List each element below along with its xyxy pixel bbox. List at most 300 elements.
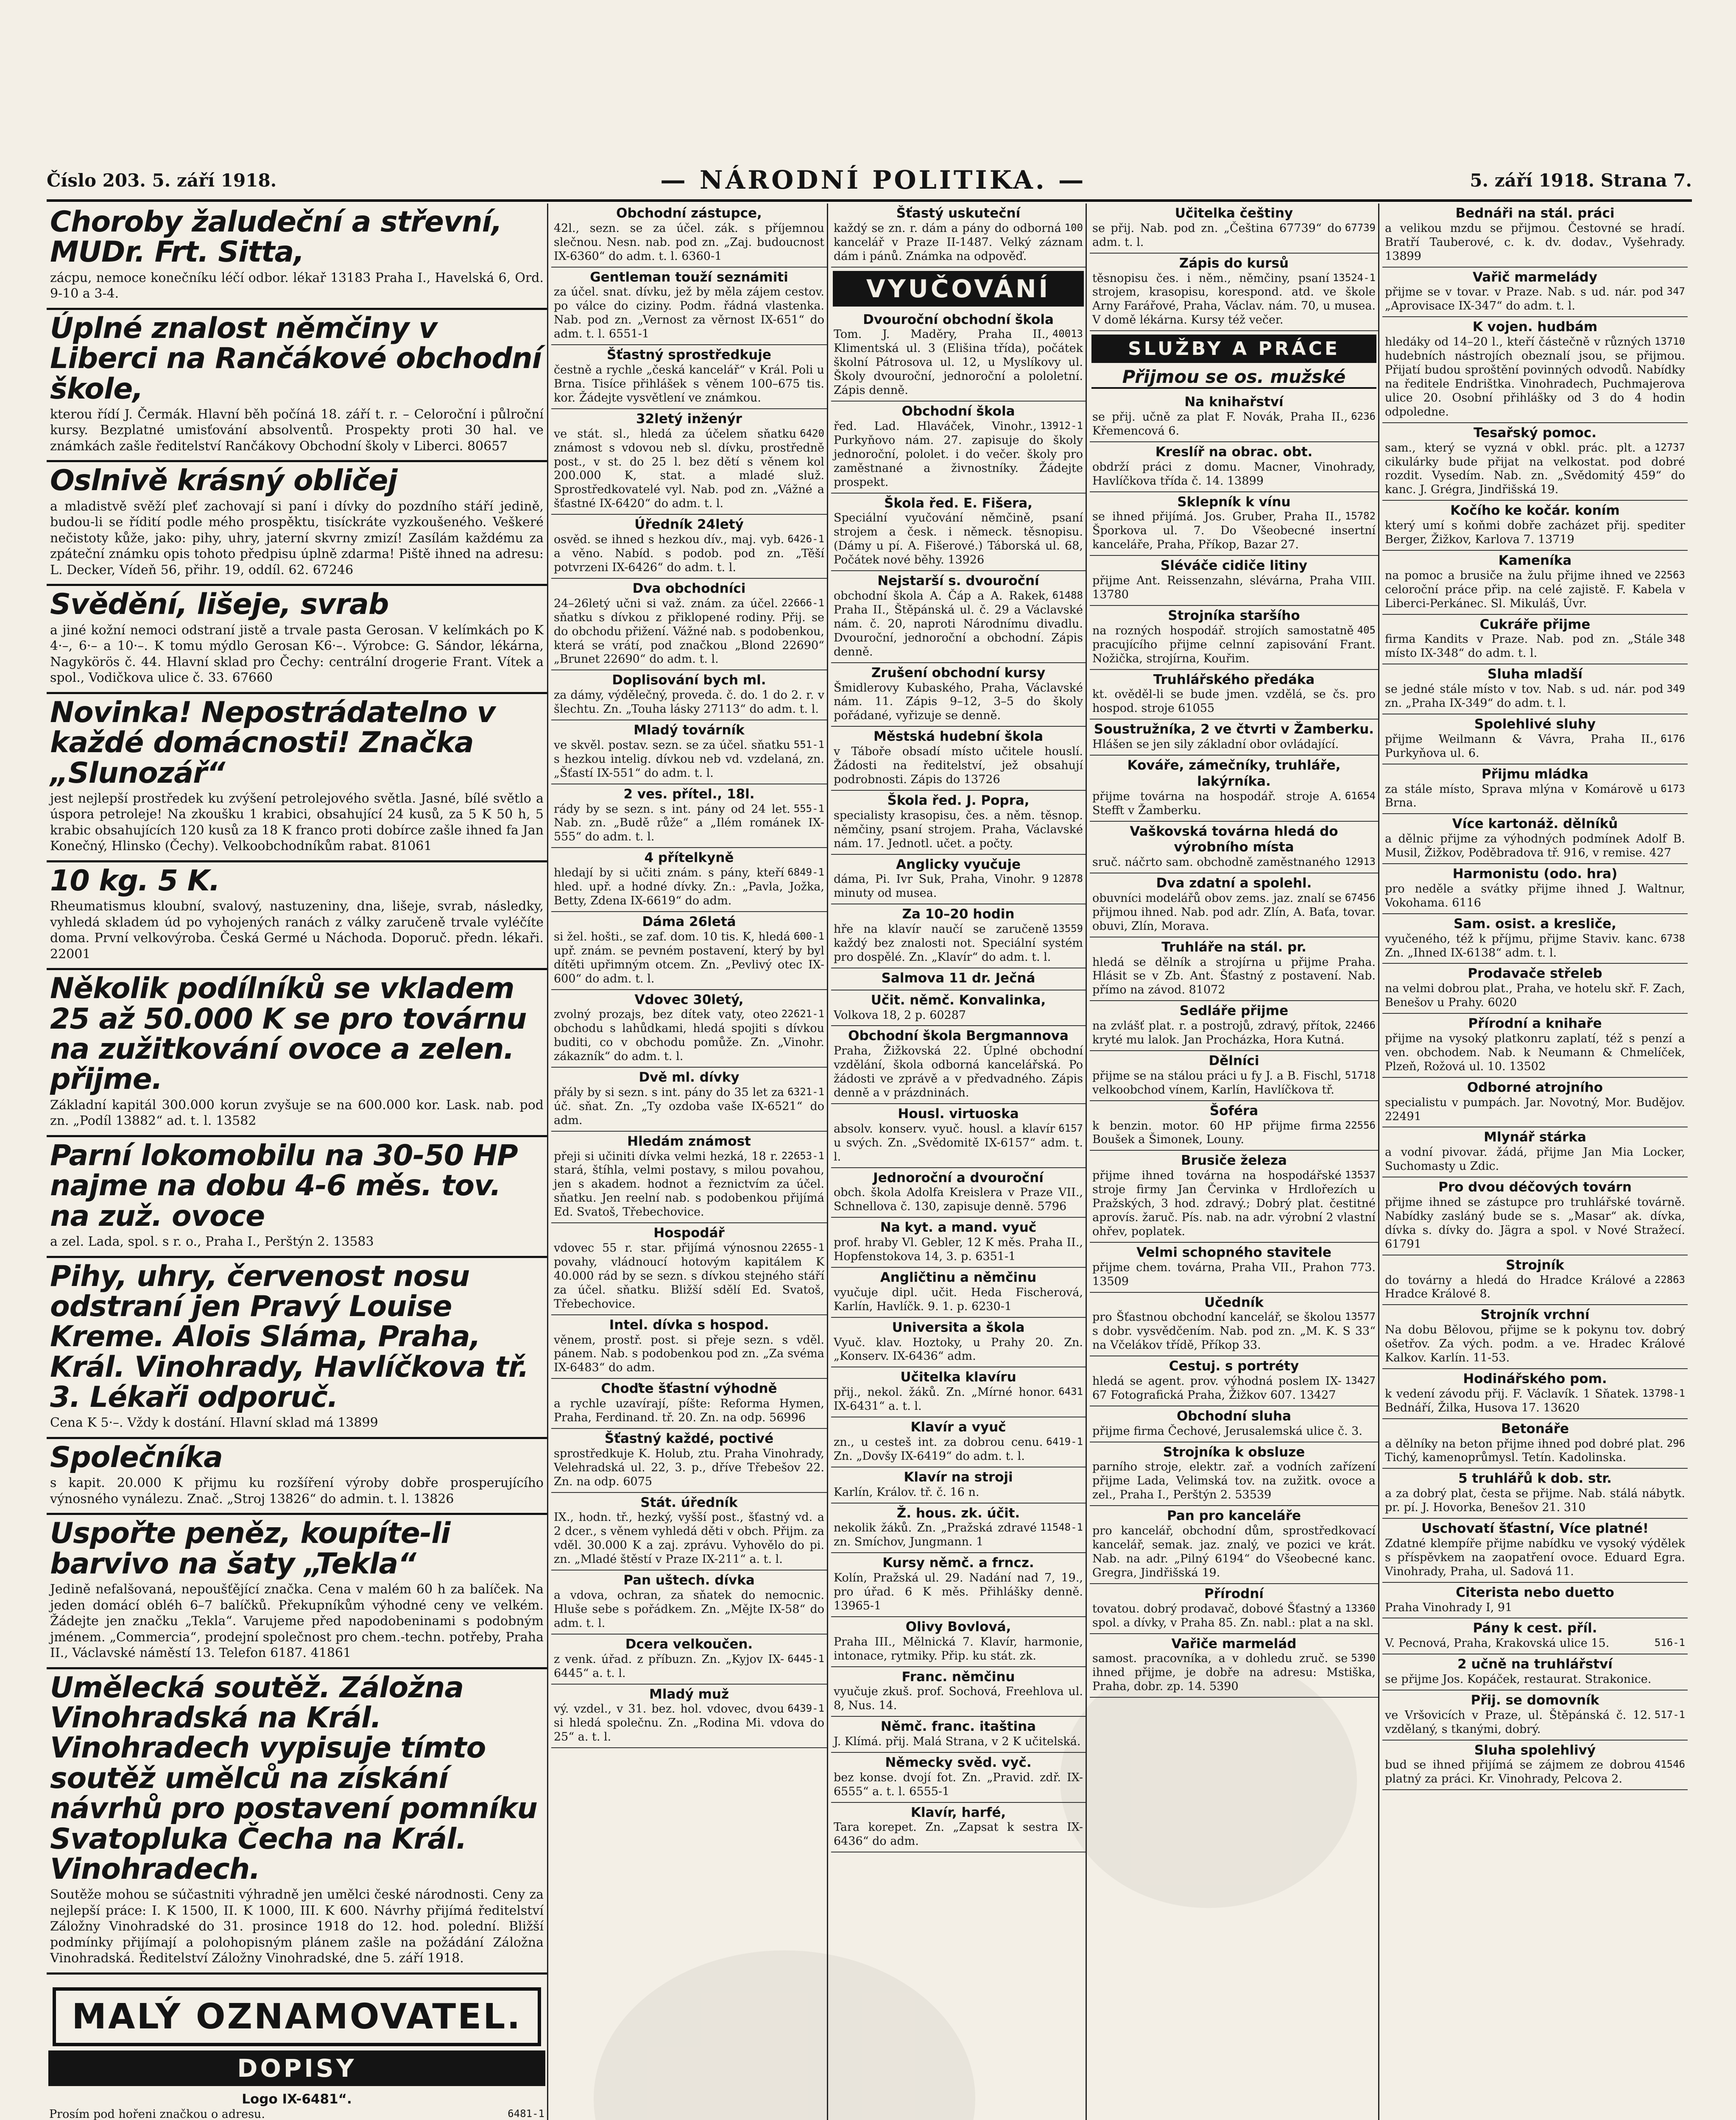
classified-ad [1090,1001,1378,1051]
ad-text: řed. Lad. Hlaváček, Vinohr., Purkyňovo nám. 27. zapisuje do školy jednoroční, pololet. i do večer. školy pro zaměstnané a živnostníky. Žádejte prospekt. [834,419,1083,489]
ad-headline: Vdovec 30letý, [634,992,744,1007]
classified-ad [1382,814,1688,864]
ad-headline: Truhlářského předáka [1153,672,1315,687]
ad-headline: Strojník vrchní [1480,1307,1590,1323]
ad-text: za dámy, výdělečný, proveda. č. do. 1 do 2. r. v šlechtu. Zn. „Touha lásky 27113“ do adm. t. l. [554,689,824,716]
section-vyucovani: VYUČOVÁNÍ [833,271,1084,307]
classified-ad [831,1026,1086,1104]
classified-ad [1090,556,1378,606]
ad-text: k benzin. motor. 60 HP přijme firma Boušek a Šimonek, Louny. [1092,1119,1342,1146]
ad-text: vý. vzdel., v 31. bez. hol. vdovec, dvou si hledá společnu. Zn. „Rodina Mi. vdova do 25“ a. t. l. [554,1702,824,1744]
ad-number: 12913 [1345,856,1376,868]
ad-body: s kapit. 20.000 K přijmu ku rozšíření výroby dobře prosperujícího výnosného vynálezu. Znač. „Stroj 13826“ do admin. t. l. 13826 [50,1476,544,1506]
ad-headline: Dvě ml. dívky [639,1070,740,1085]
ad-headline: Vařiče marmelád [1171,1636,1297,1651]
ad-headline: Za 10–20 hodin [902,907,1015,922]
ad-text: ve Vršovicích v Praze, ul. Štěpánská č. 12. vzdělaný, s tkanými, dobrý. [1385,1708,1651,1736]
ad-text: Vyuč. klav. Hoztoky, u Prahy 20. Zn. „Konserv. IX-6436“ adm. [834,1336,1083,1363]
classified-ad [831,402,1086,494]
display-ad [47,586,547,694]
ad-headline: Městská hudební škola [873,729,1044,745]
ad-text: hře na klavír naučí se zaručeně každý bez znalosti not. Speciální systém pro dospělé. Zn. „Klavír“ do adm. t. l. [834,923,1083,964]
ad-text: se ihned přijímá. Jos. Gruber, Praha II., Šporkova ul. 7. Do Všeobecné insertní kanceláře, Praha, Příkop, Bazar 27. [1092,510,1376,552]
classified-ad [831,494,1086,572]
ad-text: 24–26letý učni si važ. znám. za účel. sňatku s dívkou z přiklopené rodiny. Přij. se do obchodu přižení. Vážné nab. s podobenkou, která se vrátí, pod značkou „Blond 22690“ „Brunet 22690“ do adm. t. l. [554,597,824,666]
classified-ad [551,912,827,990]
ad-headline: Vaškovská továrna hledá do výrobního místa [1130,823,1338,855]
ad-headline: Mlynář stárka [1484,1130,1586,1145]
ad-text: a vdova, ochran, za sňatek do nemocnic. Hluše sebe s pořádkem. Zn. „Mějte IX-58“ do adm. t. l. [554,1589,824,1630]
classified-ad [551,990,827,1068]
classified-ad [831,1467,1086,1504]
ad-number: 6439-1 [787,1702,824,1715]
ad-headline: Dvouroční obchodní škola [863,312,1054,327]
ad-text: absolv. konserv. vyuč. housl. a klavír u svých. Zn. „Svědomitě IX-6157“ adm. t. l. [834,1122,1083,1163]
ad-number: 6426-1 [787,533,824,545]
classified-ad [551,1429,827,1493]
ad-text: na velmi dobrou plat., Praha, ve hotelu skř. F. Zach, Benešov u Prahy. 6020 [1385,982,1685,1010]
ad-headline: Bednáři na stál. práci [1455,206,1615,221]
ad-text: se přij. Nab. pod zn. „Čeština 67739“ do adm. t. l. [1092,221,1342,249]
ad-headline: Němč. franc. itaština [880,1719,1036,1735]
classified-ad [551,1570,827,1635]
ad-headline: Uspořte peněz, koupíte-li barvivo na šaty „Tekla“ [50,1517,450,1581]
ad-text: do továrny a hledá do Hradce Králové a Hradce Králové 8. [1385,1273,1651,1301]
ad-number: 22621-1 [781,1008,824,1020]
ad-headline: Cestuj. s portréty [1169,1358,1299,1374]
ad-text: obdrží práci z domu. Macner, Vinohrady, Havlíčkova třída č. 14. 13899 [1092,460,1376,488]
ad-text: hledáky od 14–20 l., kteří částečně v různých hudebních nástrojích obeznalí jsou, se přijmou. Přijatí budou sproštění povinných odvodů. Nabídky na ředitele Endrištka. Vinohradech, Puchmajerova ulice 20. Osobní přihlášky od 3 do 4 hodin odpoledne. [1385,335,1685,418]
classified-ad [1382,501,1688,551]
ad-headline: Oslnivě krásný obličej [50,464,397,498]
ad-headline: Nejstarší s. dvouroční [877,573,1039,589]
ad-headline: Kreslíř na obrac. obt. [1155,444,1313,460]
ad-text: na rozných hospodář. strojích samostatně pracujícího přijme celnní zapisování Frant. Nožička, strojírna, Kouřim. [1092,624,1376,665]
ad-number: 67456 [1345,891,1376,904]
section-dopisy: DOPISY [48,2050,545,2086]
ad-number: 5390 [1351,1652,1376,1664]
ad-text: přijme Weilmann & Vávra, Praha II., Purkyňova ul. 6. [1385,732,1658,760]
ad-headline: Úředník 24letý [634,517,744,533]
classified-ad [1382,551,1688,615]
classified-ad [1090,1293,1378,1357]
classified-ad [1382,615,1688,665]
classified-ad [1382,1305,1688,1369]
ad-number: 349 [1666,683,1685,695]
ad-headline: Několik podílníků se vkladem 25 až 50.000 K se pro továrnu na zužitkování ovoce a zelen. přijme. [50,972,527,1096]
ad-number: 22556 [1345,1119,1376,1131]
ad-headline: Šoféra [1209,1103,1259,1119]
ad-number: 51718 [1345,1069,1376,1081]
classified-ad [1090,873,1378,937]
ad-headline: Logo IX-6481“. [242,2091,352,2107]
classified-ad [1090,1151,1378,1243]
classified-ad [551,515,827,579]
ad-number: 348 [1666,633,1685,645]
column-3 [831,204,1087,2120]
ad-text: rády by se sezn. s int. pány od 24 let. Nab. zn. „Budě růže“ a „Ilém románek IX-555“ do adm. t. l. [554,802,824,844]
classified-ad [551,204,827,268]
display-ad [47,462,547,586]
ad-headline: Strojník [1506,1257,1564,1273]
ad-text: nekolik žáků. Zn. „Pražská zdravé zn. Smíchov, Jungmann. 1 [834,1521,1037,1549]
classified-ad [551,1223,827,1315]
ad-headline: Umělecká soutěž. Záložna Vinohradská na Král. Vinohradech vypisuje tímto soutěž umělců na získání návrhů pro postavení pomníku Svatopluka Čecha na Král. Vinohradech. [50,1671,537,1886]
ad-text: V. Pecnová, Praha, Krakovská ulice 15. [1385,1637,1610,1650]
classified-ad [1382,764,1688,815]
classified-ad [1382,423,1688,501]
ad-headline: Sluha spolehlivý [1474,1742,1596,1758]
classified-ad [551,670,827,720]
ad-number: 13537 [1345,1169,1376,1181]
classified-ad [1382,1618,1688,1654]
classified-ad [831,1417,1086,1467]
ad-headline: Ž. hous. zk. účit. [896,1505,1020,1521]
classified-ad [1090,937,1378,1001]
ad-text: vdovec 55 r. star. přijímá výnosnou povahy, vládnoucí hotovým kapitálem K 40.000 rád by se sezn. s dívkou stejného stáří za účel. sňatku. Bližší sdělí Ed. Svatoš, Třebechovice. [554,1241,824,1311]
ad-headline: Obchodní sluha [1176,1408,1292,1424]
ad-text: vyučuje zkuš. prof. Sochová, Freehlova ul. 8, Nus. 14. [834,1685,1083,1713]
ad-headline: Hospodář [653,1225,725,1241]
ad-number: 6157 [1058,1122,1083,1134]
display-ad [47,310,547,463]
ad-text: zn., u cesteš int. za dobrou cenu. Zn. „Dovšy IX-6419“ do adm. t. l. [834,1435,1043,1463]
ad-headline: Přírodní [1204,1586,1264,1601]
ad-text: věnem, prostř. post. si přeje sezn. s vděl. pánem. Nab. s podobenkou pod zn. „Za svéma IX-6483“ do adm. [554,1333,824,1375]
ad-text: Tara korepet. Zn. „Zapsat k sestra IX-6436“ do adm. [834,1821,1083,1848]
classified-ad [831,1104,1086,1168]
ad-headline: Strojníka k obsluze [1163,1444,1305,1460]
classified-ad [1382,268,1688,318]
ad-text: přijme se v tovar. v Praze. Nab. s ud. nár. pod „Aprovisace IX-347“ do adm. t. l. [1385,285,1663,313]
ad-number: 551-1 [793,738,824,750]
classified-ad [551,1315,827,1379]
classified-ad [1382,1583,1688,1619]
ad-text: za stále místo, Sprava mlýna v Komárově u Brna. [1385,782,1658,810]
ad-headline: Dva obchodníci [632,580,746,596]
ad-body: jest nejlepší prostředek ku zvýšení petrolejového světla. Jasné, bílé světlo a úspora petroleje! Na zkoušku 1 krabici, obsahující 24 kusů, za 5 K 50 h, 5 krabic obsahujících 120 kusů za 18 K franco proti dobírce zašle ihned fa Jan Konečný, Hlinsko (Čechy). Velkoobchodníkům rabat. 81061 [50,791,544,854]
ad-headline: Na knihařství [1184,394,1284,410]
ad-number: 13524-1 [1332,271,1376,284]
ad-number: 22666-1 [781,597,824,609]
ad-headline: Klavír a vyuč [910,1420,1006,1435]
classified-ad [831,571,1086,663]
classified-ad [1090,670,1378,720]
ad-number: 347 [1666,285,1685,298]
ad-headline: 4 přítelkyně [644,850,734,866]
ad-headline: Německy svěd. vyč. [885,1755,1032,1770]
classified-ad [1090,254,1378,332]
classified-ad [1382,1014,1688,1078]
ad-headline: Angličtinu a němčinu [880,1270,1037,1285]
ad-headline: Obchodní zástupce, [616,206,762,221]
ad-text: přijme Ant. Reissenzahn, slévárna, Praha VIII. 13780 [1092,574,1376,601]
classified-ad [1382,317,1688,423]
ad-text: přijme ihned továrna na hospodářské stroje firmy Jan Červinka v Hrdlořezích u Pražských, 3 hod. zdravý.; Dobrý plat. čestitné aprovís. žaruč. Pís. nab. na adr. výrobní 2 vlastní ohřev, poplatek. [1092,1169,1376,1238]
ad-headline: K vojen. hudbám [1472,319,1598,335]
ad-body: zácpu, nemoce konečníku léčí odbor. lékař 13183 Praha I., Havelská 6, Ord. 9-10 a 3-4. [50,270,544,301]
ad-headline: Na kyt. a mand. vyuč [880,1220,1037,1236]
classified-ad [1382,1177,1688,1255]
classified-ad [831,1318,1086,1368]
ad-headline: 32letý inženýr [636,411,742,427]
classified-ad [551,720,827,784]
ad-text: Praha Vinohrady I, 91 [1385,1601,1513,1614]
ad-number: 22563 [1654,569,1685,581]
ad-text: obchodní škola A. Čáp a A. Rakek, Praha II., Štěpánská ul. č. 29 a Václavské nám. č. 20, naproti Národnímu divadlu. Dvouroční, jednoroční a obchodní. Zápis denně. [834,589,1083,658]
display-ad [47,204,547,310]
ad-number: 40013 [1052,328,1083,340]
ad-number: 6419-1 [1046,1435,1083,1448]
classified-banner: MALÝ OZNAMOVATEL. [53,1987,541,2046]
ad-text: si žel. hošti., se zaf. dom. 10 tis. K, hledá upř. znám. se pevném postavení, který by byl dítěti upřimným otcem. Zn. „Pevlivý otec IX-600“ do adm. t. l. [554,930,824,985]
ad-number: 6420 [800,427,824,439]
display-ad [47,1669,547,1975]
ad-text: Šmidlerovy Kubaského, Praha, Václavské nám. 11. Zápis 9–12, 3–5 do školy pořádané, vyřizuje se denně. [834,681,1083,722]
ad-number: 517-1 [1654,1708,1685,1721]
ad-text: osvěd. se ihned s hezkou dív., maj. vyb. a věno. Nabíd. s podob. pod zn. „Těší potvrzeni IX-6426“ do adm. t. l. [554,533,824,574]
ad-headline: Harmonistu (odo. hra) [1452,866,1618,882]
classified-ad [1382,964,1688,1014]
ad-number: 22655-1 [781,1241,824,1253]
classified-ad [1382,1419,1688,1469]
ad-headline: Hledám známost [627,1133,751,1149]
ad-headline: Brusiče železa [1181,1153,1287,1169]
ad-number: 22466 [1345,1019,1376,1032]
ad-text: v Táboře obsadí místo učitele houslí. Žádosti na ředitelství, jež obsahují podrobnosti. Zápis do 13726 [834,745,1083,786]
ad-text: tovatou. dobrý prodavač, dobové Šťastný a spol. a dívky, v Praha 85. Zn. nabl.: plat a na skl. [1092,1602,1374,1629]
ad-headline: Doplisování bych ml. [612,672,766,688]
ad-headline: Přij. se domovník [1471,1692,1599,1708]
classified-ad [1382,1690,1688,1741]
ad-text: z venk. úřad. z příbuzn. Zn. „Kyjov IX-6445“ a. t. l. [554,1652,784,1680]
ad-text: obch. škola Adolfa Kreislera v Praze VII., Schnellova č. 130, zapisuje denně. 5796 [834,1186,1083,1213]
ad-number: 6481-1 [508,2107,544,2120]
ad-text: Na dobu Bělovou, přijme se k pokynu tov. dobrý ošetřov. Za vých. podm. a ve. Hradec Králové Kalkov. Karlín. 11-53. [1385,1323,1685,1365]
classified-ad [551,1635,827,1685]
ad-headline: Novinka! Nepostrádatelno v každé domácnosti! Značka „Slunozář“ [50,695,495,790]
ad-number: 6173 [1661,782,1685,795]
ad-headline: Kočího ke kočár. koním [1450,503,1620,519]
ad-text: přály by si sezn. s int. pány do 35 let za úč. sňat. Zn. „Ty ozdoba vaše IX-6521“ do adm. [554,1085,824,1127]
ad-text: k vedení závodu přij. F. Václavík. 1 Sňatek. Bednáří, Žilka, Husova 17. 13620 [1385,1387,1639,1414]
classified-ad [1090,1101,1378,1151]
ad-headline: 5 truhlářů k dob. str. [1458,1471,1612,1487]
classified-ad [1090,756,1378,822]
ad-number: 516-1 [1654,1637,1685,1649]
classified-ad [551,1068,827,1132]
classified-ad [1090,1634,1378,1698]
ad-headline: Uschovatí šťastní, Více platné! [1421,1521,1649,1537]
ad-body: Soutěže mohou se súčastniti výhradně jen umělci české národnosti. Ceny za nejlepší práce: I. K 1500, II. K 1000, III. K 600. Návrhy přijímá ředitelství Záložny Vinohradské do 31. prosince 1918 do 12. hod. polední. Bližší podmínky přijímají a polohopisným plánem zašle na požádání Záložna Vinohradská. Ředitelství Záložny Vinohradské, dne 5. září 1918. [50,1887,544,1966]
ad-number: 61654 [1345,789,1376,802]
classified-ad [1382,714,1688,764]
ad-text: kt. ověděl-li se bude jmen. vzdělá, se čs. pro hospod. stroje 61055 [1092,688,1376,715]
ad-headline: Cukráře přijme [1479,616,1591,632]
ad-headline: Velmi schopného stavitele [1136,1244,1331,1260]
date-page: 5. září 1918. Strana 7. [1470,170,1692,191]
ad-headline: Choďte šťastní výhodně [601,1381,777,1397]
classified-ad [1090,822,1378,874]
ad-text: a velikou mzdu se přijmou. Čestovné se hradí. Bratří Tauberové, c. k. dv. dodav., Vyšehrady. 13899 [1385,221,1685,263]
classified-ad [1382,1369,1688,1419]
ad-number: 13360 [1345,1602,1376,1614]
classified-ad [1382,1741,1688,1791]
ad-headline: Hodinářského pom. [1463,1371,1607,1386]
ad-text: Tom. J. Maděry, Praha II., Klimentská ul. 3 (Elišina třída), počátek školní Pátrosova ul. 12, u Myslíkovy ul. Školy dvouroční, jednoroční a pololetní. Zápis denně. [834,328,1083,397]
ad-text: 42l., sezn. se za účel. zák. s příjemnou slečnou. Nesn. nab. pod zn. „Zaj. budoucnost IX-6360“ do adm. t. l. 6360-1 [554,221,824,263]
ad-number: 12878 [1052,873,1083,885]
ad-text: za účel. snat. dívku, jež by měla zájem cestov. po válce do ciziny. Podm. řádná vlastenka. Nab. pod zn. „Vernost za věrnost IX-651“ do adm. t. l. 6551-1 [554,285,824,341]
display-ad [47,694,547,862]
classified-ad [1090,1506,1378,1584]
ad-text: prof. hraby Vl. Gebler, 12 K měs. Praha II., Hopfenstokova 14, 3. p. 6351-1 [834,1236,1083,1264]
ad-headline: Pány k cest. příl. [1473,1621,1597,1636]
ad-text: přijme firma Čechové, Jerusalemská ulice č. 3. [1092,1424,1362,1438]
ad-headline: Dáma 26letá [642,914,736,929]
classified-ad [1382,1519,1688,1583]
ad-text: Volkova 18, 2 p. 60287 [834,1008,966,1022]
classified-ad [1090,1356,1378,1406]
ad-text: přij., nekol. žáků. Zn. „Mírné honor. IX-6431“ a. t. l. [834,1386,1055,1413]
classified-ad [1090,1442,1378,1506]
ad-text: sruč. náčrto sam. obchodně zaměstnaného [1092,856,1341,869]
ad-headline: Dcera velkoučen. [625,1636,753,1652]
ad-headline: Společníka [50,1440,223,1474]
classified-ad [1382,1654,1688,1690]
ad-headline: Učit. němč. Konvalinka, [871,992,1046,1008]
ad-text: obuvníci modelářů obov zems. jaz. znalí se přijmou ihned. Nab. pod adr. Zlín, A. Baťa, tovar. obuvi, Zlín, Morava. [1092,891,1376,933]
classified-ad [831,1504,1086,1554]
section-sluzby-prace: SLUŽBY A PRÁCE [1091,335,1376,363]
ad-text: Praha III., Mělnická 7. Klavír, harmonie, intonace, rytmiky. Přip. ku stát. zk. [834,1635,1083,1663]
ad-text: každý se zn. r. dám a pány do odborná kancelář v Praze II-1487. Velký záznam dám i pánů. Známka na odpověď. [834,221,1083,263]
ad-number: 555-1 [793,802,824,815]
ad-text: vyučeného, též k příjmu, přijme Staviv. kanc. Zn. „Ihned IX-6138“ adm. t. l. [1385,932,1658,960]
page-header [47,161,1692,202]
ad-number: 6849-1 [787,866,824,879]
ad-body: a mladistvě svěží pleť zachovají si paní i dívky do pozdního stáří jedině, budou-li se řídití podle mého prospěktu, tisíckráte vyzkoušeného. Veškeré nečistoty kůže, jako: pihy, uhry, jaterní skvrny zmizí! Zasílám každému za zpáteční známku opis tohoto předpisu úplně zdarma! Piště ihned na adresu: L. Decker, Vídeň 56, přihr. 19, oddíl. 62. 67246 [50,499,544,577]
classified-ad [1090,392,1378,442]
ad-number: 13798-1 [1642,1387,1685,1399]
ad-text: pro kancelář, obchodní dům, sprostředkovací kancelář, semak. jaz. znalý, ve pozici ve krát. Nab. na adr. „Pilný 6194“ do Všeobecné kanc. Gregra, Jindřišská 19. [1092,1524,1376,1579]
ad-headline: Zápis do kursů [1179,255,1289,271]
ad-text: a dělníky na beton přijme ihned pod dobré plat. Tichý, kamenoprůmysl. Tetín. Kadolinska. [1385,1437,1663,1464]
ad-headline: Pan uštech. dívka [623,1573,755,1588]
ad-headline: Sedláře přijme [1179,1003,1289,1019]
classified-ad [831,791,1086,855]
ad-headline: Stát. úředník [640,1495,738,1510]
ad-headline: Kováře, zámečníky, truhláře, lakýrníka. [1127,758,1341,789]
classified-ad [831,727,1086,791]
ad-headline: Úplné znalost němčiny v Liberci na Rančákové obchodní škole, [50,311,541,406]
column-4 [1090,204,1379,2120]
ad-text: a dělnic přijme za výhodných podmínek Adolf B. Musil, Žižkov, Poděbradova tř. 916, v remise. 427 [1385,832,1685,860]
column-5 [1382,204,1688,2120]
classified-ad [1090,720,1378,756]
classified-ad [1090,442,1378,492]
classified-ad [831,904,1086,968]
classified-ad [1382,914,1688,964]
classified-ad [551,1493,827,1571]
ad-text: bez konse. dvojí fot. Zn. „Pravid. zdř. IX-6555“ a. t. l. 6555-1 [834,1771,1083,1798]
ad-headline: Obchodní škola Bergmannova [848,1028,1069,1044]
ad-headline: Sléváče cidiče litiny [1160,558,1308,574]
display-ad [47,862,547,970]
display-ad [47,1515,547,1669]
ad-headline: Učitelka klavíru [900,1370,1016,1385]
classified-ad [1382,1255,1688,1305]
ad-text: hledá se dělník a strojírna u přijme Praha. Hlásit se v Zb. Ant. Šťastný z postavení. Nab. přímo na závod. 81072 [1092,955,1376,997]
ad-text: vyučuje dipl. učit. Heda Fischerová, Karlín, Havlíčk. 9. 1. p. 6230-1 [834,1286,1083,1313]
classified-ad [1382,1078,1688,1128]
ad-body: Cena K 5·–. Vždy k dostání. Hlavní sklad má 13899 [50,1415,378,1431]
ad-number: 13559 [1052,923,1083,935]
ad-headline: Tesařský pomoc. [1473,425,1597,441]
ad-text: a za dobrý plat, česta se přijme. Nab. stálá nábytk. pr. pí. J. Hovorka, Benešov 21. 310 [1385,1487,1685,1515]
classified-ad [831,663,1086,727]
ad-headline: Kameníka [1498,553,1572,568]
ad-number: 12737 [1654,441,1685,453]
ad-text: a vodní pivovar. žádá, přijme Jan Mia Locker, Suchomasty u Zdic. [1385,1146,1685,1173]
ad-body: Jedině nefalšovaná, nepoušťějící značka. Cena v malém 60 h za balíček. Na jeden domácí obléh 6–7 balíčků. Překupníkům výhodné ceny ve velkém. Žádejte jen značku „Tekla“. Varujeme před napodobeninami s podobným jménem. „Commercia“, prodejní společnost pro chem.-techn. potřeby, Praha II., Václavské náměstí 13. Telefon 6187. 41861 [50,1582,544,1661]
ad-headline: Gentleman touží seznámiti [590,269,788,285]
ad-headline: Mladý továrník [634,722,745,738]
ad-text: přijme se na stálou práci u fy J. a B. Fischl, velkoobchod vínem, Karlín, Havlíčkova tř. [1092,1069,1342,1096]
ad-headline: Intel. dívka s hospod. [609,1317,769,1333]
ad-text: hledají by si učiti znám. s pány, kteří hled. upř. a hodné dívky. Zn.: „Pavla, Jožka, Betty, Zdena IX-6619“ do adm. [554,866,824,907]
ad-headline: Vařič marmelády [1472,269,1598,285]
ad-headline: Housl. virtuoska [898,1106,1019,1121]
ad-text: se jedné stále místo v tov. Nab. s ud. nár. pod zn. „Praha IX-349“ do adm. t. l. [1385,683,1663,710]
classified-ad [551,1379,827,1429]
classified-ad [551,1132,827,1224]
ad-headline: Zrušení obchodní kursy [871,665,1046,681]
ad-text: Speciální vyučování němčině, psaní strojem a česk. i německ. těsnopisu. (Dámy u pí. A. Fišerové.) Táborská ul. 68, Počátek nové běhy. 13926 [834,511,1083,567]
ad-number: 67739 [1345,221,1376,234]
column-1 [47,204,548,2120]
ad-headline: Šťastný sprostředkuje [607,347,771,363]
ad-body: a jiné kožní nemoci odstraní jistě a trvale pasta Gerosan. V kelímkách po K 4·–, 6·– a 10·–. K tomu mýdlo Gerosan K6·–. Výrobce: G. Sándor, lékárna, Nagykörös č. 44. Hlavní sklad pro Čechy: centrální drogerie Frant. Vítek a spol., Vodičkova ulice č. 33. 67660 [50,622,544,686]
ad-text: J. Klímá. přij. Malá Strana, v 2 K učitelská. [834,1735,1081,1748]
ad-headline: Parní lokomobilu na 30-50 HP najme na dobu 4-6 měs. tov. na zuž. ovoce [50,1138,518,1233]
classified-ad [1090,1584,1378,1634]
ad-number: 13577 [1345,1311,1376,1323]
ad-headline: Pihy, uhry, červenost nosu odstraní jen Pravý Louise Kreme. Alois Sláma, Praha, Král. Vinohrady, Havlíčkova tř. 3. Lékaři odporuč. [50,1259,529,1414]
ad-headline: Odborné atrojního [1467,1080,1603,1095]
classified-ad [1382,664,1688,714]
ad-number: 100 [1064,221,1083,234]
issue-number: Číslo 203. 5. září 1918. [47,170,277,191]
classified-ad [831,1218,1086,1268]
ad-number: 6321-1 [787,1085,824,1098]
ad-headline: Spolehlivé sluhy [1474,717,1596,732]
classified-ad [47,2089,547,2120]
ad-number: 15782 [1345,510,1376,522]
ad-text: na zvlášť plat. r. a postrojů, zdravý, přítok, kryté mu lalok. Jan Procházka, Hora Kutná. [1092,1019,1345,1047]
ad-body: kterou řídí J. Čermák. Hlavní běh počíná 18. září t. r. – Celoroční i půlroční kursy. Bezplatné umisťování absolventů. Prospekty proti 30 hal. ve známkách zašle ředitelství Rančákovy Obchodní školy v Liberci. 80657 [50,407,544,454]
ad-headline: Dělníci [1209,1053,1259,1068]
classified-ad [551,579,827,671]
classified-ad [831,968,1086,990]
ad-headline: Klavír na stroji [904,1469,1013,1485]
ad-text: Kolín, Pražská ul. 29. Nadání nad 7, 19., pro úřad. 6 K měs. Přihlášky denně. 13965-1 [834,1571,1083,1612]
ad-headline: Choroby žaludeční a střevní, MUDr. Frt. Sitta, [50,205,502,269]
ad-text: Karlín, Králov. tř. č. 16 n. [834,1485,980,1499]
ad-number: 22653-1 [781,1149,824,1162]
ad-body: Rheumatismus kloubní, svalový, nastuzeniny, dna, lišeje, svrab, následky, vyhledá skladem úd po vyhojených ranách z války zaručeně trvale vyléčíte doma. První velkovýroba. Česká Germé u Náchoda. Doporuč. předn. lékaři. 22001 [50,899,544,962]
ad-number: 6445-1 [787,1652,824,1665]
